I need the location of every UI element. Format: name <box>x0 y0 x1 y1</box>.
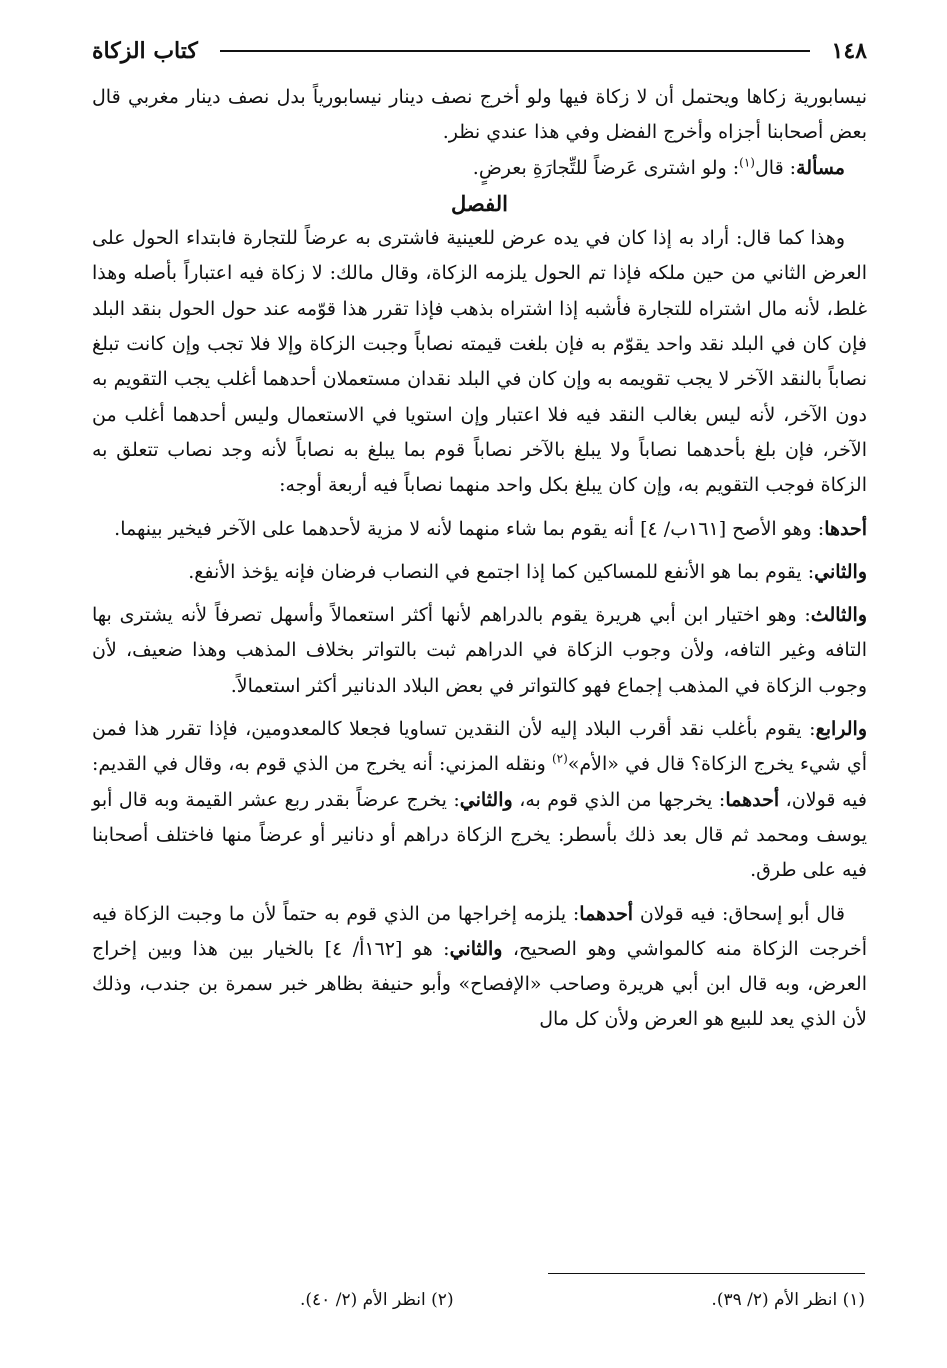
last-text-3: : هو [١٦٢أ/ ٤] بالخيار بين هذا وبين إخراج العرض، وبه قال ابن أبي هريرة وصاحب «الإفصاح» وأبو حنيفة بظاهر خبر سمرة بن جندب، وذلك لأن الذي يعد للبيع هو العرض ولأن كل مال <box>92 937 867 1031</box>
masala-pre: : قال <box>754 156 797 179</box>
footnote-1: (١) انظر الأم (٢/ ٣٩). <box>711 1290 865 1310</box>
footnote-ref-1: (١) <box>739 155 755 170</box>
wajh-2-label: والثاني <box>814 560 867 583</box>
footnote-ref-2: (٢) <box>551 752 568 767</box>
footnote-2: (٢) انظر الأم (٢/ ٤٠). <box>300 1290 454 1310</box>
wajh-4-label-2: أحدهما <box>725 788 780 811</box>
section-title: الفصل <box>451 190 508 216</box>
wajh-4 <box>92 712 867 888</box>
paragraph-main: وهذا كما قال: أراد به إذا كان في يده عرض للعينية فاشترى به عرضاً للتجارة فابتداء الحول على العرض الثاني من حين ملكه فإذا تم الحول يلزمه الزكاة، وقال مالك: لا زكاة فيه اعتباراً بأصله وهذا غلط، لأنه مال اشتراه للتجارة فأشبه إذا اشتراه بذهب فإذا تقرر هذا قوّمه عند حول الحول بنقد البلد فإن كان في البلد نقد واحد يقوّم به فإن بلغت قيمته نصاباً وجبت الزكاة وإلا فلا تجب وإن كانت تبلغ نصاباً بالنقد الآخر لا يجب تقويمه به وإن كان في البلد نقدان مستعملان أحدهما أغلب يجب التقويم به دون الآخر، لأنه ليس بغالب النقد فيه فلا اعتبار وإن استويا في الاستعمال وليس أحدهما أغلب من الآخر، فإن بلغ بأحدهما نصاباً ولا يبلغ بالآخر نصاباً قوم بما يبلغ به نصاباً لأنه وجد نصاب تتعلق به الزكاة فوجب التقويم به، وإن كان يبلغ بكل واحد منهما نصاباً فيه أربعة أوجه: <box>92 227 867 497</box>
body-text <box>92 80 867 1038</box>
wajh-4-text-3: : يخرجها من الذي قوم به، <box>512 788 726 811</box>
wajh-4-text-4: : يخرج عرضاً بقدر ربع عشر القيمة وبه قال أبو يوسف ومحمد ثم قال بعد ذلك بأسطر: يخرج الزكاة دراهم أو دنانير أو عرضاً منها فاختلف أصحابنا فيه على طرق. <box>92 788 867 882</box>
masala-text: : ولو اشترى عَرضاً للتِّجارَةِ بعرضٍ. <box>472 156 740 179</box>
page-number: ١٤٨ <box>831 38 867 64</box>
footnotes <box>300 1290 865 1310</box>
wajh-2-text: : يقوم بما هو الأنفع للمساكين كما إذا اجتمع في النصاب فرضان فإنه يؤخذ الأنفع. <box>188 560 815 583</box>
last-label-1: أحدهما <box>579 902 634 925</box>
wajh-1 <box>92 512 867 547</box>
masala-paragraph <box>92 151 867 186</box>
wajh-1-text: : وهو الأصح [١٦١ب/ ٤] أنه يقوم بما شاء منهما لأنه لا مزية لأحدهما على الآخر فيخير بينهما. <box>114 517 825 540</box>
masala-label: مسألة <box>796 156 845 179</box>
footnote-rule <box>548 1273 865 1274</box>
wajh-3-label: والثالث <box>810 604 867 627</box>
last-label-2: والثاني <box>449 937 503 960</box>
last-text-1: قال أبو إسحاق: فيه قولان <box>633 902 846 925</box>
wajh-3 <box>92 598 867 704</box>
wajh-4-label-3: والثاني <box>459 788 513 811</box>
wajh-2 <box>92 555 867 590</box>
wajh-4-text-2: ونقله المزني: أنه يخرج من الذي قوم به، وقال في القديم: فيه قولان، <box>92 753 867 811</box>
paragraph-intro: نيسابورية زكاها ويحتمل أن لا زكاة فيها ولو أخرج نصف دينار نيسابورياً بدل نصف دينار مغربي قال بعض أصحابنا أجزاه وأخرج الفضل وفي هذا عندي نظر. <box>92 86 867 144</box>
wajh-4-label: والرابع <box>815 718 867 741</box>
last-text-2: : يلزمه إخراجها من الذي قوم به حتماً لأن ما وجبت الزكاة فيه أخرجت الزكاة منه كالمواشي وهو الصحيح، <box>92 902 867 960</box>
paragraph-last <box>92 897 867 1038</box>
chapter-title: كتاب الزكاة <box>92 38 198 64</box>
wajh-3-text: : وهو اختيار ابن أبي هريرة يقوم بالدراهم لأنها أكثر استعمالاً وأسهل تصرفاً لأنه يشترى بها التافه وغير التافه، ولأن وجوب الزكاة في الدراهم ثبت بالتواتر بخلاف المذهب وهذا ضعيف، لأن وجوب الزكاة في المذهب إجماع فهو كالتواتر في بعض البلاد الدنانير أكثر استعمالاً. <box>92 604 867 697</box>
running-header <box>92 34 867 68</box>
wajh-4-text-1: : يقوم بأغلب نقد أقرب البلاد إليه لأن النقدين تساويا فجعلا كالمعدومين، فإذا تقرر هذا فمن أي شيء يخرج الزكاة؟ قال في «الأم» <box>92 718 867 776</box>
wajh-1-label: أحدها <box>824 517 867 540</box>
header-rule <box>220 50 810 52</box>
